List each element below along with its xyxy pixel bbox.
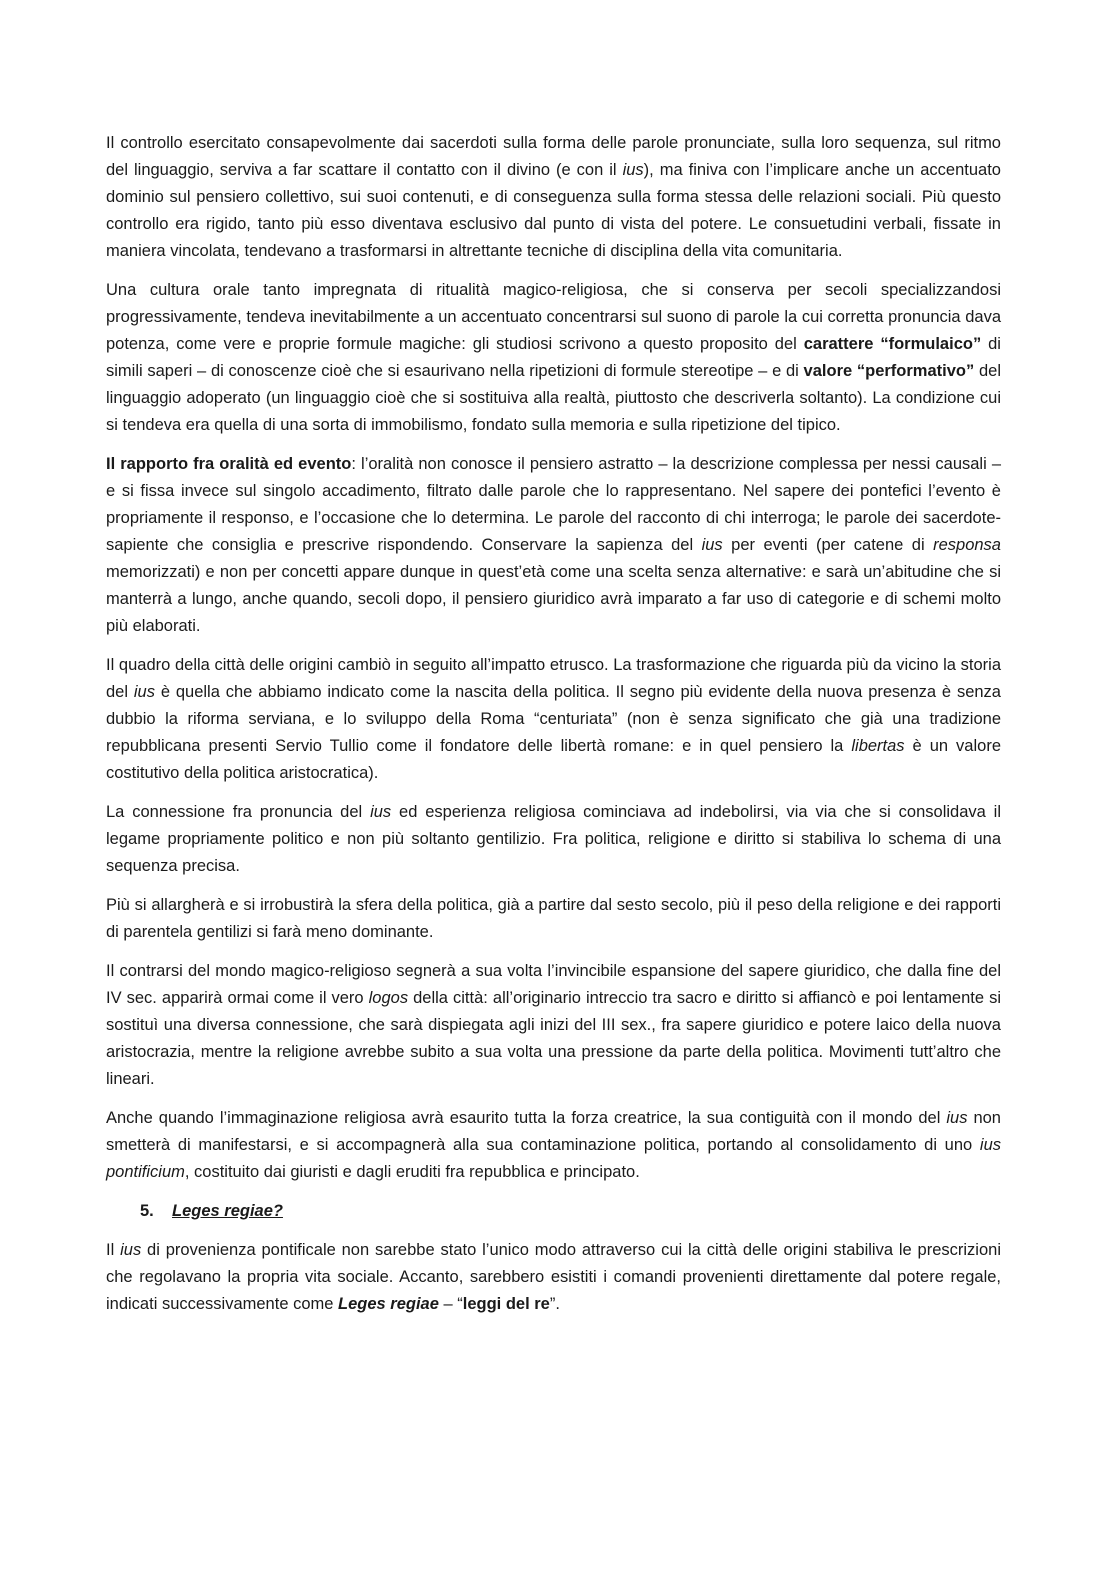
paragraph-etruscan-impact [106,652,1001,787]
paragraph-orality-and-event [106,451,1001,640]
text-run: leggi del re [462,1295,550,1313]
paragraph-leges-regiae [106,1237,1001,1318]
text-run: , costituito dai giuristi e dagli eruditi fra repubblica e principato. [184,1163,640,1181]
text-run: logos [368,989,409,1007]
paragraph-legal-expansion [106,958,1001,1093]
text-run: ed esperienza religiosa cominciava ad indebolirsi, via via che si consolidava il legame propriamente politico e non più soltanto gentilizio. Fra politica, religione e diritto si stabiliva lo schema di una sequenza precisa. [106,803,1002,875]
text-run: Il quadro della città delle origini cambiò in seguito all’impatto etrusco. La trasformazione che riguarda più da vicino la storia del [106,656,1001,701]
text-run: Il contrarsi del mondo magico-religioso segnerà a sua volta l’invincibile espansione del sapere giuridico, che dalla fine del IV sec. apparirà ormai come il vero [106,962,1001,1007]
text-run: responsa [933,536,1001,554]
text-run: ius [622,161,644,179]
text-run: ius [701,536,723,554]
text-run: ), ma finiva con l’implicare anche un accentuato dominio sul pensiero collettivo, sui suoi contenuti, e di conseguenza sulla forma stessa delle relazioni sociali. Più questo controllo era rigido, tanto più esso diventava esclusivo dal punto di vista del potere. Le consuetudini verbali, fissate in maniera vincolata, tendevano a trasformarsi in altrettante tecniche di disciplina della vita comunitaria. [106,161,1001,260]
text-run: memorizzati) e non per concetti appare dunque in quest’età come una scelta senza alternative: e sarà un’abitudine che si manterrà a lungo, anche quando, secoli dopo, il pensiero giuridico avrà imparato a far uso di categorie e di schemi molto più elaborati. [106,563,1001,635]
text-run: libertas [851,737,905,755]
text-run: di provenienza pontificale non sarebbe stato l’unico modo attraverso cui la città delle origini stabiliva le prescrizioni che regolavano la propria vita sociale. Accanto, sarebbero esistiti i comandi provenienti direttamente dal potere regale, indicati successivamente come [106,1241,1001,1313]
text-run: ius [370,803,392,821]
document-page [106,130,1001,1330]
text-run: ius [946,1109,968,1127]
section-title: Leges regiae? [172,1202,283,1220]
text-run: non smetterà di manifestarsi, e si accompagnerà alla sua contaminazione politica, portando al consolidamento di uno [106,1109,1001,1154]
text-run: Il controllo esercitato consapevolmente dai sacerdoti sulla forma delle parole pronunciate, sulla loro sequenza, sul ritmo del linguaggio, serviva a far scattare il contatto con il divino (e con il [106,134,1001,179]
text-run: del linguaggio adoperato (un linguaggio cioè che si sostituiva alla realtà, piuttosto che descriverla soltanto). La condizione cui si tendeva era quella di una sorta di immobilismo, fondato sulla memoria e sulla ripetizione del tipico. [106,362,1001,434]
paragraph-ius-religion [106,799,1001,880]
paragraph-sacerdotal-control [106,130,1001,265]
text-run: valore “performativo” [803,362,975,380]
text-run: Una cultura orale tanto impregnata di ritualità magico-religiosa, che si conserva per secoli specializzandosi progressivamente, tendeva inevitabilmente a un accentuato concentrarsi sul suono di parole la cui corretta pronuncia dava potenza, come vere e proprie formule magiche: gli studiosi scrivono a questo proposito del [106,281,1001,353]
text-run: Anche quando l’immaginazione religiosa avrà esaurito tutta la forza creatrice, la sua contiguità con il mondo del [106,1109,947,1127]
paragraph-ius-pontificium [106,1105,1001,1186]
text-run: La connessione fra pronuncia del [106,803,371,821]
section-number: 5. [140,1202,154,1220]
text-run: ius [133,683,155,701]
text-run: Più si allargherà e si irrobustirà la sfera della politica, già a partire dal sesto secolo, più il peso della religione e dei rapporti di parentela gentilizi si farà meno dominante. [106,896,1001,941]
text-run: è quella che abbiamo indicato come la nascita della politica. Il segno più evidente della nuova presenza è senza dubbio la riforma serviana, e lo sviluppo della Roma “centuriata” (non è senza significato che già una tradizione repubblicana presenti Servio Tullio come il fondatore delle libertà romane: e in quel pensiero la [106,683,1001,755]
text-run: Il rapporto fra oralità ed evento [106,455,352,473]
section-heading [106,1198,1001,1225]
text-run: – “ [438,1295,463,1313]
text-run: : l’oralità non conosce il pensiero astratto – la descrizione complessa per nessi causali – e si fissa invece sul singolo accadimento, filtrato dalle parole che lo rappresentano. Nel sapere dei pontefici l’evento è propriamente il responso, e l’occasione che lo determina. Le parole del racconto di chi interroga; le parole dei sacerdote-sapiente che consiglia e prescrive rispondendo. Conservare la sapienza del [106,455,1002,554]
text-run: della città: all’originario intreccio tra sacro e diritto si affiancò e poi lentamente si sostituì una diversa connessione, che sarà dispiegata agli inizi del III sex., fra sapere giuridico e potere laico della nuova aristocrazia, mentre la religione avrebbe subito a sua volta una pressione da parte della politica. Movimenti tutt’altro che lineari. [106,989,1001,1088]
text-run: ius [120,1241,142,1259]
text-run: ius pontificium [106,1136,1001,1181]
paragraph-politics-sphere [106,892,1001,946]
text-run: di simili saperi – di conoscenze cioè che si esaurivano nella ripetizioni di formule stereotipe – e di [106,335,1001,380]
text-run: per eventi (per catene di [722,536,934,554]
text-run: è un valore costitutivo della politica aristocratica). [106,737,1001,782]
text-run: carattere “formulaico” [803,335,982,353]
text-run: Il [106,1241,121,1259]
paragraph-oral-culture [106,277,1001,439]
text-run: Leges regiae [338,1295,439,1313]
text-run: ”. [549,1295,560,1313]
